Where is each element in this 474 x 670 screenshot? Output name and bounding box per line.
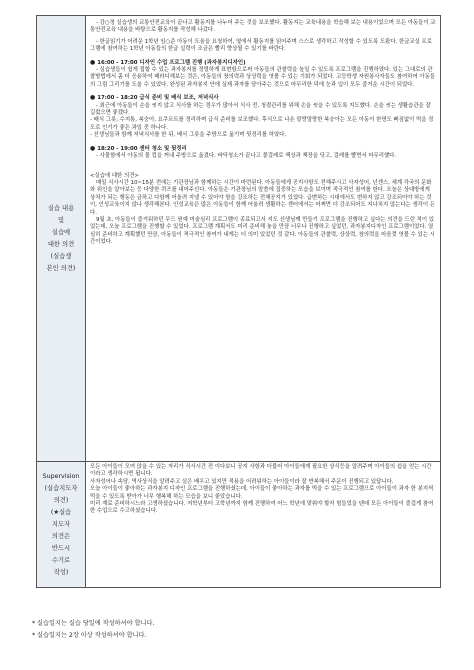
bullet-icon: ●: [90, 94, 96, 102]
supervision-row: [37, 462, 441, 588]
session-heading: ● 16:00 - 17:00 디자인 수업 프로그램 진행 (과자봉지디자인): [90, 58, 246, 66]
label-line: 및: [57, 216, 65, 224]
label-line: 의견은: [51, 532, 71, 540]
label-line: (실습생: [50, 252, 72, 260]
session-body: - 최근에 아동들이 손을 씻지 않고 식사를 하는 경우가 많아서 식사 전, 청결관리를 위해 손을 씻을 수 있도록 지도했다. 손을 씻는 생활습관을 잘 길렀으면 좋겠다. - 배식 그릇, 수저통, 복숭아, 요쿠르트를 정리하며 급식 준비를 보조했다. 후식으로 나온 말랑말랑한 복숭아는 모든 아동이 한명도 빠짐없이 먹을 정도로 인기가 좋은 과일 중 하나다. - 선생님들과 함께 저녁식사를 한 뒤, 배식 그릇을 주방으로 옮기며 뒷정리를 하였다.: [90, 102, 434, 139]
label-line: 실습 내용: [47, 204, 75, 212]
label-line: (★실습: [50, 508, 72, 516]
opinion-paragraph: 매일 식사시간 10~15분 전에는 기관장님과 함께하는 시간이 마련된다. 아동들에게 공지사항도 전해주시고 사자성어, 넌센스, 세계 각국의 문화와 위인을 알아보는 등 다양한 퀴즈를 내어주신다. 아동들은 기관장님의 말씀에 집중하는 모습을 보이며 적극적인 참여를 한다. 오늘은 상대방에게 상처가 되는 행동은 금하고 다함께 어울려 지낼 수 있어야 함을 강조하는 전체공지가 있었다. 급변하는 시대에서도 변하지 않고 강조되어야 하는 것이, 인성교육이지 않나 생각해본다. 인성교육은 많은 아동들이 함께 어울려 생활하는 센터에서는 어쩌면 더 강조되어도 지나치지 않는다는 생각이 든다.: [90, 179, 435, 216]
session-body: - 사물함에서 아동의 물 컵을 꺼내 주방으로 옮겼다. 바닥청소가 끝나고 물걸레로 책상과 책장을 닦고, 걸레를 빨면서 마무리했다.: [96, 153, 397, 160]
supervision-cell: [86, 462, 441, 588]
intro-paragraph: - 강○정 실습생의 교통안전교육이 끝나고 활동지를 나누어 주는 것을 보조했다. 활동지는 교육내용을 학습해 보는 내용이었으며 모든 아동들이 교통안전교육 내용을 바탕으로 활동지를 작성해 나갔다.: [90, 20, 436, 34]
label-line: 작성): [53, 568, 69, 576]
journal-table: [36, 15, 441, 588]
bullet-icon: ●: [90, 144, 96, 152]
session-heading: ● 17:00 - 18:20 급식 준비 및 배식 보조, 저녁식사: [90, 94, 219, 102]
opinion-title: <실습에 대한 의견>: [90, 172, 139, 179]
label-line: 반드시: [51, 544, 71, 552]
label-line: 수기로: [51, 556, 71, 564]
label-line: Supervision: [42, 472, 80, 480]
session-heading: ● 18:20 - 19:00 센터 청소 및 뒷정리: [90, 144, 187, 152]
label-line: 의견): [53, 496, 69, 504]
label-line: 실습에: [51, 228, 71, 236]
label-line: 본인 의견): [46, 264, 76, 272]
intro-paragraph: - 한글읽기가 어려운 1학년 임○준 아동이 도움을 요청하여, 옆에서 활동지를 읽어주며 스스로 생각하고 작성할 수 있도록 도왔다. 한글교실 프로그램에 참여하는 1학년 아동들의 한글 실력이 조금은 빨리 향상될 수 있기를 바란다.: [90, 38, 432, 53]
label-line: (실습지도자: [44, 484, 78, 492]
practice-content-label: [37, 16, 86, 462]
footnote: * 실습일지는 실습 당일에 작성하셔야 합니다.: [32, 620, 155, 627]
footnotes: [32, 618, 154, 642]
supervision-text: 모든 아이들이 모여 앉을 수 있는 자리가 식사시간 전 이다보니 공지 사항과 더불어 아이들에게 필요한 상식등을 알려주며 아이들의 쉼을 얻는 시간이라고 생각하시면 됩니다. 사자성어나 속담, 역사상식을 알려주고 실은 배우고 있지만 적용을 어려워하는 아이들이라 잘 반복해서 주문이 진행되고 있답니다. 오늘 아이들이 좋아하는 과자봉지 디자인 프로그램을 진행하셨는데, 아이들이 좋아하는 과자를 먹을 수 있는 프로그램으로 아이들이 과자 한 봉지씩 먹을 수 있도록 받아가 너무 행복해 하는 모습을 보니 좋았습니다. 미리 재료 준비하시느라 고생하셨습니다. 저학년부터 고학년까지 함께 진행하여 어느 학년에 맞춰야 할지 힘들었을 텐데 모든 아이들이 즐겁게 참여한 수업으로 수고하셨습니다.: [90, 464, 434, 515]
practice-content-cell: [86, 16, 441, 462]
footnote: * 실습일지는 2장 이상 작성하셔야 합니다.: [32, 632, 147, 639]
practice-content-row: [37, 16, 441, 462]
opinion-paragraph: 9월 초, 아동들이 즐거워하던 무드 원예 미술심리 프로그램이 종료되고서 지도 선생님께 만들기 프로그램을 진행하고 싶다는 의견을 드린 적이 있었는데, 오늘 프로그램을 진행할 수 있었다. 프로그램 계획서도 미리 준비해 놓을 만큼 너무나 진행하고 싶었던, 과자봉지디자인 프로그램이었다. 열심히 준비하고 계획했던 만큼, 아동들이 적극적인 참여가 내게는 더 의미 있었던 것 같다. 아동들의 관찰력, 상상력, 창의력을 마음껏 엿볼 수 있는 시간이었다.: [90, 216, 435, 246]
supervision-label: [37, 462, 86, 588]
bullet-icon: ●: [90, 58, 96, 66]
label-line: 대한 의견: [47, 240, 75, 248]
session-body: - 실습생들이 쉽게 접할 수 있는 과자봉지를 정렬하게 표현함으로써 아동들의 관찰력을 높일 수 있도록 프로그램을 진행하였다. 있는 그대로의 관찰방법에서 좀 더 응용하여 패러디해보는 것은, 아동들의 창의력과 상상력을 엿볼 수 있는 기회가 되었다. 고등학생 자원봉사자들도 참여하여 아동들의 그림 그리기를 도울 수 있었다. 완성된 과자봉지 안에 실제 과자를 담아주는 것으로 마무리한 덕에 눈과 입이 모두 즐거운 시간이 되었다.: [90, 67, 435, 88]
label-line: 지도자: [51, 520, 71, 528]
